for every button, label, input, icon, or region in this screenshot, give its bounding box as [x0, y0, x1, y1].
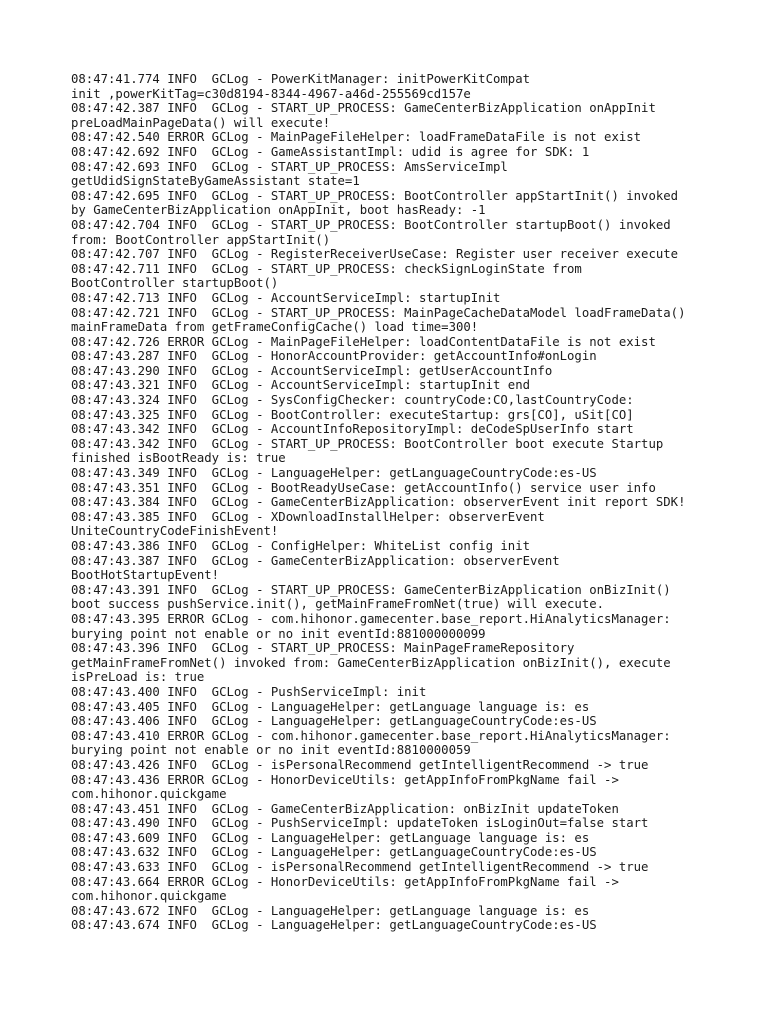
log-line: 08:47:43.351 INFO GCLog - BootReadyUseCase: getAccountInfo() service user info [71, 480, 656, 495]
log-line: 08:47:42.704 INFO GCLog - START_UP_PROCESS: BootController startupBoot() invoked [71, 217, 671, 232]
log-line: 08:47:43.405 INFO GCLog - LanguageHelper: getLanguage language is: es [71, 699, 590, 714]
log-line: 08:47:43.391 INFO GCLog - START_UP_PROCESS: GameCenterBizApplication onBizInit() [71, 582, 671, 597]
log-line: 08:47:43.324 INFO GCLog - SysConfigChecker: countryCode:CO,lastCountryCode: [71, 393, 634, 408]
log-line: by GameCenterBizApplication onAppInit, boot hasReady: -1 [71, 203, 486, 218]
log-line: 08:47:42.713 INFO GCLog - AccountServiceImpl: startupInit [71, 290, 501, 305]
log-line: 08:47:43.664 ERROR GCLog - HonorDeviceUtils: getAppInfoFromPkgName fail -> [71, 874, 619, 889]
log-line: 08:47:42.692 INFO GCLog - GameAssistantImpl: udid is agree for SDK: 1 [71, 144, 590, 159]
log-line: 08:47:43.384 INFO GCLog - GameCenterBizApplication: observerEvent init report SDK! [71, 495, 686, 510]
log-line: getMainFrameFromNet() invoked from: GameCenterBizApplication onBizInit(), execute [71, 655, 671, 670]
log-line: 08:47:43.633 INFO GCLog - isPersonalRecommend getIntelligentRecommend -> true [71, 860, 649, 875]
log-line: 08:47:43.406 INFO GCLog - LanguageHelper: getLanguageCountryCode:es-US [71, 714, 597, 729]
log-line: 08:47:43.349 INFO GCLog - LanguageHelper: getLanguageCountryCode:es-US [71, 466, 597, 481]
log-line: 08:47:43.672 INFO GCLog - LanguageHelper: getLanguage language is: es [71, 903, 590, 918]
log-line: 08:47:43.490 INFO GCLog - PushServiceImpl: updateToken isLoginOut=false start [71, 816, 649, 831]
log-line: preLoadMainPageData() will execute! [71, 115, 331, 130]
log-line: 08:47:43.410 ERROR GCLog - com.hihonor.gamecenter.base_report.HiAnalyticsManager: [71, 728, 671, 743]
log-line: 08:47:42.387 INFO GCLog - START_UP_PROCESS: GameCenterBizApplication onAppInit [71, 101, 656, 116]
log-line: BootController startupBoot() [71, 276, 279, 291]
log-line: com.hihonor.quickgame [71, 889, 227, 904]
log-line: 08:47:43.451 INFO GCLog - GameCenterBizApplication: onBizInit updateToken [71, 801, 619, 816]
log-line: 08:47:43.287 INFO GCLog - HonorAccountProvider: getAccountInfo#onLogin [71, 349, 597, 364]
log-line: 08:47:43.396 INFO GCLog - START_UP_PROCESS: MainPageFrameRepository [71, 641, 575, 656]
log-line: 08:47:43.321 INFO GCLog - AccountServiceImpl: startupInit end [71, 378, 531, 393]
log-line: isPreLoad is: true [71, 670, 205, 685]
log-line: 08:47:43.426 INFO GCLog - isPersonalRecommend getIntelligentRecommend -> true [71, 757, 649, 772]
log-line: UniteCountryCodeFinishEvent! [71, 524, 279, 539]
log-line: 08:47:43.290 INFO GCLog - AccountServiceImpl: getUserAccountInfo [71, 363, 553, 378]
log-line: 08:47:43.436 ERROR GCLog - HonorDeviceUtils: getAppInfoFromPkgName fail -> [71, 772, 619, 787]
log-line: boot success pushService.init(), getMainFrameFromNet(true) will execute. [71, 597, 605, 612]
log-line: 08:47:42.721 INFO GCLog - START_UP_PROCESS: MainPageCacheDataModel loadFrameData() [71, 305, 686, 320]
log-line: 08:47:43.385 INFO GCLog - XDownloadInstallHelper: observerEvent [71, 509, 545, 524]
log-line: 08:47:43.632 INFO GCLog - LanguageHelper: getLanguageCountryCode:es-US [71, 845, 597, 860]
log-line: 08:47:43.609 INFO GCLog - LanguageHelper: getLanguage language is: es [71, 830, 590, 845]
log-text [71, 72, 701, 933]
log-line: mainFrameData from getFrameConfigCache() load time=300! [71, 320, 479, 335]
log-line: burying point not enable or no init eventId:8810000059 [71, 743, 471, 758]
log-line: 08:47:43.342 INFO GCLog - AccountInfoRepositoryImpl: deCodeSpUserInfo start [71, 422, 634, 437]
log-line: 08:47:43.674 INFO GCLog - LanguageHelper: getLanguageCountryCode:es-US [71, 918, 597, 933]
log-line: from: BootController appStartInit() [71, 232, 331, 247]
log-line: 08:47:43.387 INFO GCLog - GameCenterBizApplication: observerEvent [71, 553, 560, 568]
log-line: 08:47:43.342 INFO GCLog - START_UP_PROCESS: BootController boot execute Startup [71, 436, 664, 451]
log-line: 08:47:42.711 INFO GCLog - START_UP_PROCESS: checkSignLoginState from [71, 261, 582, 276]
log-line: 08:47:43.325 INFO GCLog - BootController: executeStartup: grs[CO], uSit[CO] [71, 407, 634, 422]
log-line: 08:47:42.707 INFO GCLog - RegisterReceiverUseCase: Register user receiver execute [71, 247, 679, 262]
log-line: burying point not enable or no init eventId:881000000099 [71, 626, 486, 641]
log-line: 08:47:43.395 ERROR GCLog - com.hihonor.gamecenter.base_report.HiAnalyticsManager: [71, 611, 671, 626]
log-line: 08:47:41.774 INFO GCLog - PowerKitManager: initPowerKitCompat [71, 72, 531, 86]
log-line: getUdidSignStateByGameAssistant state=1 [71, 174, 360, 189]
log-line: 08:47:42.695 INFO GCLog - START_UP_PROCESS: BootController appStartInit() invoked [71, 188, 679, 203]
log-line: 08:47:42.693 INFO GCLog - START_UP_PROCESS: AmsServiceImpl [71, 159, 508, 174]
log-line: BootHotStartupEvent! [71, 568, 220, 583]
log-line: 08:47:43.400 INFO GCLog - PushServiceImpl: init [71, 684, 427, 699]
log-line: 08:47:42.726 ERROR GCLog - MainPageFileHelper: loadContentDataFile is not exist [71, 334, 656, 349]
log-document [71, 72, 701, 933]
log-line: init ,powerKitTag=c30d8194-8344-4967-a46d-255569cd157e [71, 86, 471, 101]
log-line: finished isBootReady is: true [71, 451, 286, 466]
log-line: 08:47:43.386 INFO GCLog - ConfigHelper: WhiteList config init [71, 539, 531, 553]
log-line: 08:47:42.540 ERROR GCLog - MainPageFileHelper: loadFrameDataFile is not exist [71, 130, 642, 145]
log-line: com.hihonor.quickgame [71, 787, 227, 802]
